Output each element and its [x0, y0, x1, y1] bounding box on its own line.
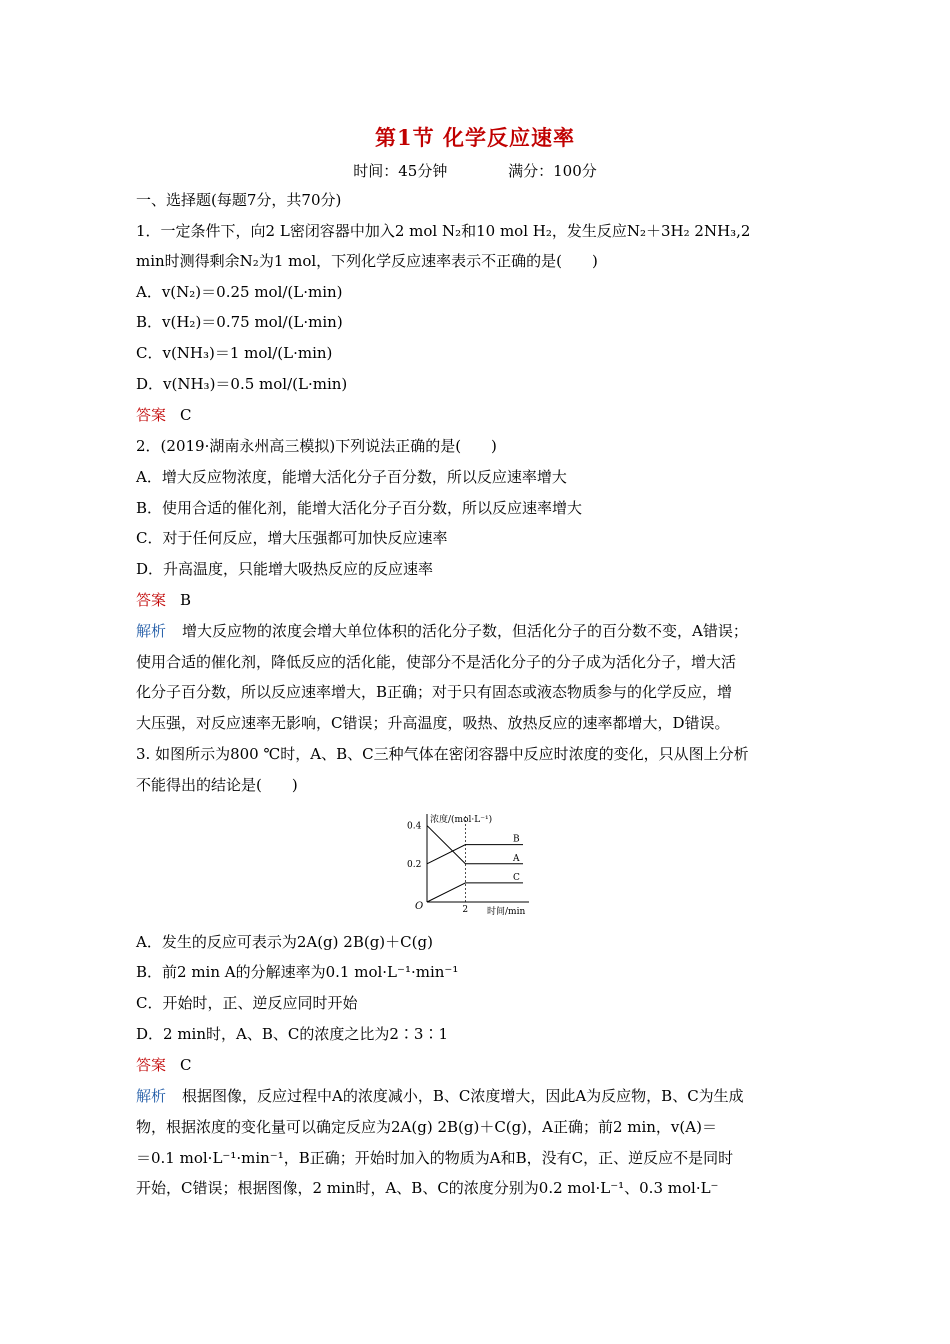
q2-option-a: A．增大反应物浓度，能增大活化分子百分数，所以反应速率增大 — [136, 468, 567, 486]
q3-option-d: D．2 min时，A、B、C的浓度之比为2∶3∶1 — [136, 1025, 448, 1043]
q2-analysis-line3: 化分子百分数，所以反应速率增大，B正确；对于只有固态或液态物质参与的化学反应，增 — [136, 683, 733, 701]
y-axis-label: 浓度/(mol·L⁻¹) — [430, 815, 493, 825]
full-score: 满分：100分 — [508, 162, 597, 180]
answer-label: 答案 — [136, 591, 167, 609]
series-label-c: C — [513, 872, 520, 883]
q3-stem-line1: 3. 如图所示为800 ℃时，A、B、C三种气体在密闭容器中反应时浓度的变化，只从图上分析 — [136, 745, 749, 763]
q2-option-d: D．升高温度，只能增大吸热反应的反应速率 — [136, 560, 434, 578]
series-line-c — [427, 883, 523, 902]
q1-option-d: D．v(NH₃)＝0.5 mol/(L·min) — [136, 375, 348, 393]
q1-answer — [136, 405, 192, 425]
q3-stem-line2: 不能得出的结论是( ) — [136, 776, 298, 794]
q3-analysis-line4: 开始，C错误；根据图像，2 min时，A、B、C的浓度分别为0.2 mol·L⁻¹、0.3 mol·L⁻ — [136, 1179, 719, 1197]
answer-value: C — [180, 1056, 192, 1074]
y-tick-label: 0.2 — [407, 859, 422, 870]
origin-label: O — [415, 901, 424, 912]
series-line-b — [427, 845, 523, 864]
section-heading: 一、选择题(每题7分，共70分) — [136, 191, 342, 209]
q1-option-b: B．v(H₂)＝0.75 mol/(L·min) — [136, 313, 343, 331]
q3-analysis-line3: ＝0.1 mol·L⁻¹·min⁻¹，B正确；开始时加入的物质为A和B，没有C，正、逆反应不是同时 — [136, 1149, 734, 1167]
exam-meta — [0, 160, 950, 181]
q2-option-b: B．使用合适的催化剂，能增大活化分子百分数，所以反应速率增大 — [136, 499, 583, 517]
q3-answer — [136, 1055, 192, 1075]
q2-analysis-line1 — [136, 621, 748, 641]
time-limit: 时间：45分钟 — [353, 162, 448, 180]
q2-option-c: C．对于任何反应，增大压强都可加快反应速率 — [136, 529, 448, 547]
q3-analysis-line2: 物，根据浓度的变化量可以确定反应为2A(g) 2B(g)＋C(g)，A正确；前2 min，v(A)＝ — [136, 1118, 717, 1136]
concentration-chart — [405, 810, 545, 922]
answer-label: 答案 — [136, 1056, 167, 1074]
q1-option-a: A．v(N₂)＝0.25 mol/(L·min) — [136, 283, 343, 301]
q1-stem-line2: min时测得剩余N₂为1 mol，下列化学反应速率表示不正确的是( ) — [136, 252, 598, 270]
q3-option-a: A．发生的反应可表示为2A(g) 2B(g)＋C(g) — [136, 933, 433, 951]
analysis-label: 解析 — [136, 622, 167, 640]
q1-stem-line1: 1．一定条件下，向2 L密闭容器中加入2 mol N₂和10 mol H₂，发生反应N₂＋3H₂ 2NH₃,2 — [136, 222, 751, 240]
q3-option-c: C．开始时，正、逆反应同时开始 — [136, 994, 358, 1012]
series-label-b: B — [513, 834, 520, 845]
page-title: 第1节 化学反应速率 — [375, 125, 575, 150]
q3-analysis-line1 — [136, 1086, 744, 1106]
x-axis-label: 时间/min — [487, 907, 526, 917]
series-label-a: A — [513, 853, 520, 864]
q1-option-c: C．v(NH₃)＝1 mol/(L·min) — [136, 344, 333, 362]
q2-analysis-line2: 使用合适的催化剂，降低反应的活化能，使部分不是活化分子的分子成为活化分子，增大活 — [136, 653, 737, 671]
q2-answer — [136, 590, 191, 610]
answer-value: B — [180, 591, 192, 609]
q2-stem: 2．(2019·湖南永州高三模拟)下列说法正确的是( ) — [136, 437, 497, 455]
q3-option-b: B．前2 min A的分解速率为0.1 mol·L⁻¹·min⁻¹ — [136, 963, 459, 981]
q2-analysis-line4: 大压强，对反应速率无影响，C错误；升高温度，吸热、放热反应的速率都增大，D错误。 — [136, 714, 730, 732]
y-tick-label: 0.4 — [407, 821, 422, 832]
answer-value: C — [180, 406, 192, 424]
analysis-text: 增大反应物的浓度会增大单位体积的活化分子数，但活化分子的百分数不变，A错误； — [182, 622, 748, 640]
analysis-label: 解析 — [136, 1087, 167, 1105]
analysis-text: 根据图像，反应过程中A的浓度减小，B、C浓度增大，因此A为反应物，B、C为生成 — [182, 1087, 744, 1105]
x-tick-label: 2 — [462, 905, 469, 915]
answer-label: 答案 — [136, 406, 167, 424]
